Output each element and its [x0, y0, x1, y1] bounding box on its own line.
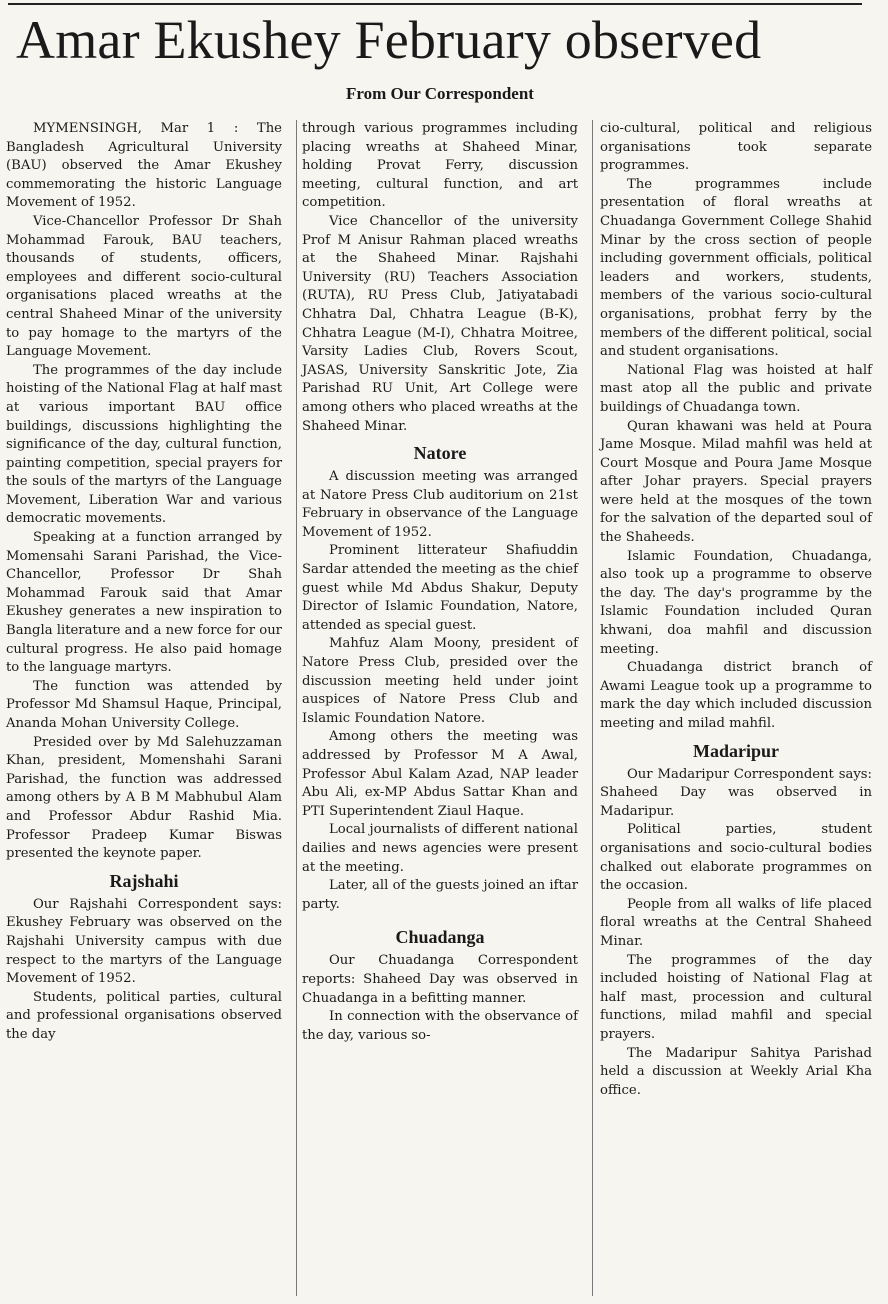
- paragraph: The Madaripur Sahitya Parishad held a discussion at Weekly Arial Kha office.: [600, 1045, 872, 1098]
- paragraph: National Flag was hoisted at half mast atop all the public and private buildings of Chuadanga town.: [600, 362, 872, 415]
- paragraph: Prominent litterateur Shafiuddin Sardar attended the meeting as the chief guest while Md Abdus Shakur, Deputy Director of Islamic Foundation, Natore, attended as special guest.: [302, 543, 578, 633]
- subhead-natore: Natore: [413, 443, 467, 464]
- paragraph: The programmes of the day included hoisting of National Flag at half mast, procession and cultural functions, milad mahfil and special prayers.: [600, 952, 872, 1042]
- paragraph: Chuadanga district branch of Awami League took up a programme to mark the day which included discussion meeting and milad mahfil.: [600, 660, 872, 731]
- column-2: [302, 120, 578, 1045]
- byline: From Our Correspondent: [346, 84, 534, 103]
- column-1: [6, 120, 282, 1045]
- subhead-madaripur: Madaripur: [692, 740, 779, 761]
- paragraph: Quran khawani was held at Poura Jame Mosque. Milad mahfil was held at Court Mosque and Poura Jame Mosque after Johar prayers. Special prayers were held at the mosques of the town for the salvation of the departed soul of the Shaheeds.: [600, 418, 872, 546]
- subhead-rajshahi: Rajshahi: [109, 870, 179, 891]
- paragraph: Islamic Foundation, Chuadanga, also took up a programme to observe the day. The day's programme by the Islamic Foundation included Quran khwani, doa mahfil and discussion meeting.: [600, 548, 872, 657]
- paragraph: A discussion meeting was arranged at Natore Press Club auditorium on 21st February in observance of the Language Movement of 1952.: [302, 469, 578, 540]
- headline: Amar Ekushey February observed: [16, 10, 762, 70]
- paragraph: The programmes of the day include hoisting of the National Flag at half mast at various important BAU office buildings, discussions highlighting the significance of the day, cultural function, painting competition, special prayers for the souls of the martyrs of the Language Movement, Liberation War and various democratic movements.: [6, 362, 282, 527]
- paragraph: Our Rajshahi Correspondent says: Ekushey February was observed on the Rajshahi University campus with due respect to the martyrs of the Language Movement of 1952.: [6, 896, 282, 987]
- paragraph: Presided over by Md Salehuzzaman Khan, president, Momenshahi Sarani Parishad, the function was addressed among others by A B M Mabhubul Alam and Professor Abdur Rashid Mia. Professor Pradeep Kumar Biswas presented the keynote paper.: [6, 734, 282, 862]
- paragraph: Political parties, student organisations and socio-cultural bodies chalked out elaborate programmes on the occasion.: [600, 822, 872, 894]
- paragraph: The programmes include presentation of floral wreaths at Chuadanga Government College Shahid Minar by the cross section of people including government officials, political leaders and workers, students, members of the various socio-cultural organisations, probhat ferry by the members of the different political, social and student organisations.: [600, 176, 872, 360]
- paragraph-continued: cio-cultural, political and religious organisations took separate programmes.: [600, 121, 872, 174]
- paragraph: In connection with the observance of the day, various so-: [302, 1009, 578, 1043]
- paragraph-continued: through various programmes including placing wreaths at Shaheed Minar, holding Provat Ferry, discussion meeting, cultural function, and art competition.: [302, 121, 578, 211]
- paragraph: Local journalists of different national dailies and news agencies were present at the meeting.: [302, 822, 578, 875]
- paragraph-dateline: MYMENSINGH, Mar 1 : The Bangladesh Agricultural University (BAU) observed the Amar Ekushey commemorating the historic Language Movement of 1952.: [6, 121, 282, 211]
- paragraph: The function was attended by Professor Md Shamsul Haque, Principal, Ananda Mohan University College.: [6, 678, 282, 731]
- paragraph: Our Chuadanga Correspondent reports: Shaheed Day was observed in Chuadanga in a befitting manner.: [302, 953, 578, 1006]
- paragraph: Students, political parties, cultural and professional organisations observed the day: [6, 989, 282, 1042]
- paragraph: Mahfuz Alam Moony, president of Natore Press Club, presided over the discussion meeting held under joint auspices of Natore Press Club and Islamic Foundation Natore.: [302, 636, 578, 726]
- column-rule-1: [296, 120, 297, 1296]
- paragraph: Vice-Chancellor Professor Dr Shah Mohammad Farouk, BAU teachers, thousands of students, officers, employees and different socio-cultural organisations placed wreaths at the central Shaheed Minar of the university to pay homage to the martyrs of the Language Movement.: [6, 213, 282, 360]
- column-rule-2: [592, 120, 593, 1296]
- paragraph: Our Madaripur Correspondent says: Shaheed Day was observed in Madaripur.: [600, 766, 872, 819]
- paragraph: Vice Chancellor of the university Prof M Anisur Rahman placed wreaths at the Shaheed Minar. Rajshahi University (RU) Teachers Association (RUTA), RU Press Club, Jatiyatabadi Chhatra Dal, Chhatra League (B-K), Chhatra League (M-I), Chhatra Moitree, Varsity Ladies Club, Rovers Scout, JASAS, University Sanskritic Jote, Zia Parishad RU Unit, Art College were among others who placed wreaths at the Shaheed Minar.: [302, 213, 578, 434]
- column-3: [600, 120, 872, 1100]
- top-rule: [8, 3, 862, 5]
- paragraph: Later, all of the guests joined an iftar party.: [302, 878, 578, 912]
- paragraph: Speaking at a function arranged by Momensahi Sarani Parishad, the Vice-Chancellor, Professor Dr Shah Mohammad Farouk said that Amar Ekushey generates a new inspiration to Bangla literature and a new force for our cultural progress. He also paid homage to the language martyrs.: [6, 530, 282, 676]
- subhead-chuadanga: Chuadanga: [395, 927, 485, 948]
- paragraph: Among others the meeting was addressed by Professor M A Awal, Professor Abul Kalam Azad, NAP leader Abu Ali, ex-MP Abdus Sattar Khan and PTI Superintendent Ziaul Haque.: [302, 729, 578, 819]
- paragraph: People from all walks of life placed floral wreaths at the Central Shaheed Minar.: [600, 896, 872, 949]
